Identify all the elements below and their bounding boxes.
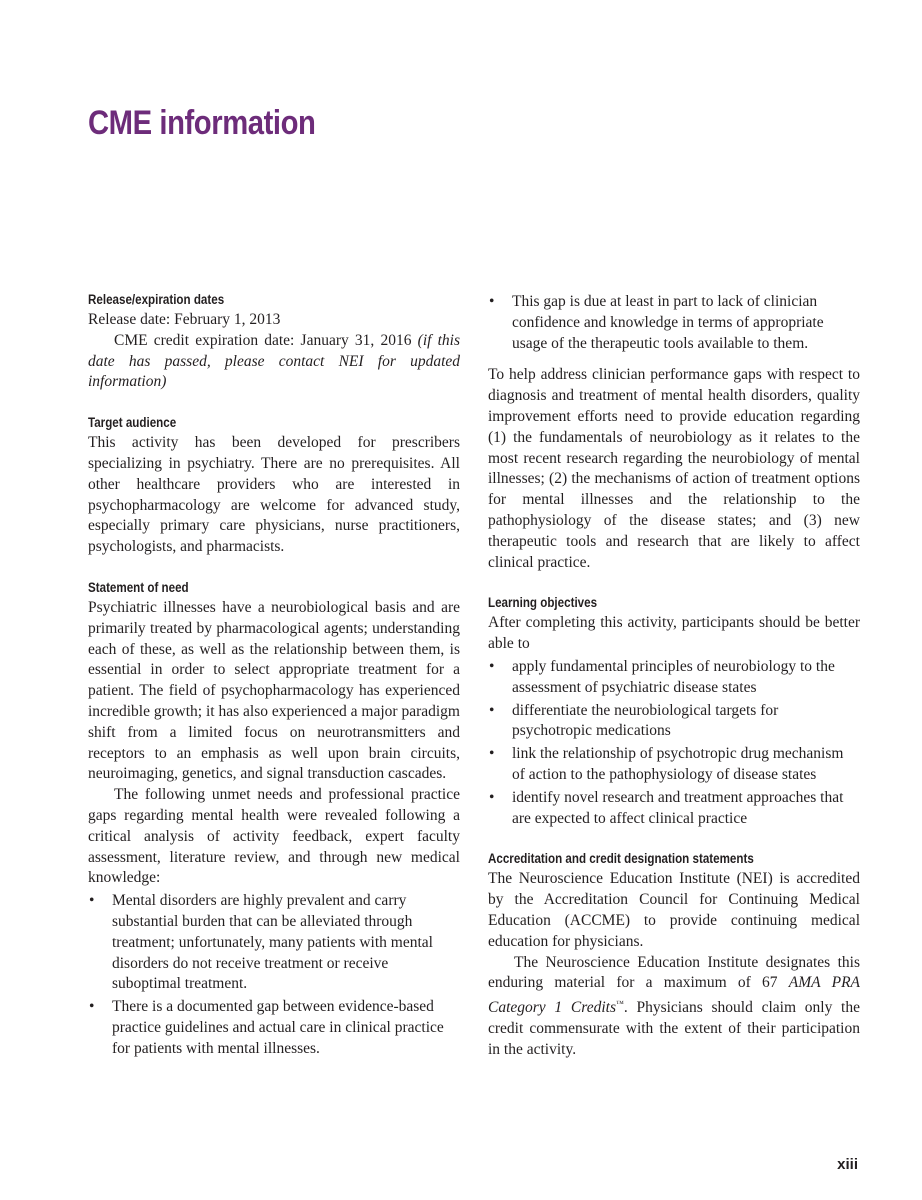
page-number: xiii — [837, 1156, 858, 1173]
trademark-mark: ™ — [616, 999, 624, 1009]
bullet-icon: • — [489, 293, 495, 310]
need-section — [88, 580, 460, 1060]
accreditation-paragraph-1: The Neuroscience Education Institute (NEI) is accredited by the Accreditation Council for Continuing Medical Education (ACCME) to provide continuing medical education for physicians. — [488, 870, 860, 950]
bullet-icon: • — [89, 892, 95, 910]
list-item-text: There is a documented gap between evidence-based practice guidelines and actual care in clinical practice for patients with mental illnesses. — [112, 998, 444, 1057]
need-paragraph-1: Psychiatric illnesses have a neurobiological basis and are primarily treated by pharmacological agents; understanding each of these, as well as the relationship between them, is essential in order to select appropriate treatment for a patient. The field of psychopharmacology has experienced incredible growth; it has also experienced a major paradigm shift from a limited focus on neurotransmitters and receptors to an emphasis as well upon brain circuits, neuroimaging, genetics, and signal transduction cascades. — [88, 598, 460, 783]
objectives-intro: After completing this activity, participants should be better able to — [488, 614, 860, 653]
list-item — [488, 788, 860, 830]
accreditation-section — [488, 851, 860, 1060]
accreditation-paragraph-2 — [488, 953, 860, 1061]
left-column — [88, 292, 460, 1062]
list-item — [88, 891, 460, 995]
target-heading: Target audience — [88, 415, 177, 431]
need-heading: Statement of need — [88, 579, 189, 595]
need-paragraph-3: To help address clinician performance gaps with respect to diagnosis and treatment of mental health disorders, quality improvement efforts need to provide education regarding (1) the fundamentals of neurobiology as it relates to the most recent research regarding the neurobiology of mental illnesses; (2) the mechanisms of action of treatment options for mental illnesses and the relationship to the pathophysiology of the disease states; and (3) new therapeutic tools and research that are likely to affect clinical practice. — [488, 366, 860, 571]
expiration-date — [88, 331, 460, 393]
list-item — [488, 744, 860, 786]
list-item — [88, 997, 460, 1059]
release-date: Release date: February 1, 2013 — [88, 311, 281, 328]
bullet-icon: • — [89, 998, 95, 1016]
bullet-icon: • — [489, 701, 495, 719]
bullet-icon: • — [489, 788, 495, 806]
release-section — [88, 292, 460, 393]
bullet-icon: • — [489, 657, 495, 675]
list-item-text: differentiate the neurobiological targets for psychotropic medications — [512, 701, 779, 740]
objectives-bullet-list — [488, 657, 860, 829]
bullet-icon: • — [489, 745, 495, 763]
target-text: This activity has been developed for prescribers specializing in psychiatry. There are no prerequisites. All other healthcare providers who are interested in psychopharmacology are welcome for advanced study, especially primary care physicians, nurse practitioners, psychologists, and pharmacists. — [88, 434, 460, 556]
expiration-note: (if this date has passed, please contact NEI for updated information) — [88, 331, 461, 391]
target-section — [88, 415, 460, 558]
credit-name: AMA PRA Category 1 Credits — [488, 974, 861, 1017]
need-paragraph-2: The following unmet needs and professional practice gaps regarding mental health were revealed following a critical analysis of activity feedback, expert faculty assessment, literature review, and through new medical knowledge: — [88, 786, 460, 887]
accreditation-text-b: . Physicians should claim only the credit commensurate with the extent of their participation in the activity. — [488, 999, 860, 1058]
right-column — [488, 292, 860, 1061]
list-item-text: link the relationship of psychotropic drug mechanism of action to the pathophysiology of disease states — [512, 745, 844, 783]
release-heading: Release/expiration dates — [88, 292, 225, 307]
objectives-heading: Learning objectives — [488, 595, 598, 611]
list-item-text: This gap is due at least in part to lack of clinician confidence and knowledge in terms of appropriate usage of the therapeutic tools available to them. — [512, 293, 824, 352]
list-item — [488, 657, 860, 699]
objectives-section — [488, 595, 860, 829]
list-item — [488, 292, 860, 354]
need-bullet-list — [88, 891, 460, 1059]
accreditation-text-a: The Neuroscience Education Institute designates this enduring material for a maximum of 67 — [488, 953, 860, 992]
list-item-text: Mental disorders are highly prevalent and carry substantial burden that can be alleviated through treatment; unfortunately, many patients with mental disorders do not receive treatment or receive suboptimal treatment. — [112, 892, 433, 993]
need-bullet-list-continued — [488, 292, 860, 354]
accreditation-heading: Accreditation and credit designation statements — [488, 851, 754, 867]
list-item-text: apply fundamental principles of neurobiology to the assessment of psychiatric disease states — [512, 657, 835, 696]
expiration-date-text: CME credit expiration date: January 31, 2016 — [114, 331, 412, 349]
page-title: CME information — [88, 104, 316, 142]
list-item-text: identify novel research and treatment approaches that are expected to affect clinical practice — [512, 788, 844, 827]
list-item — [488, 701, 860, 743]
